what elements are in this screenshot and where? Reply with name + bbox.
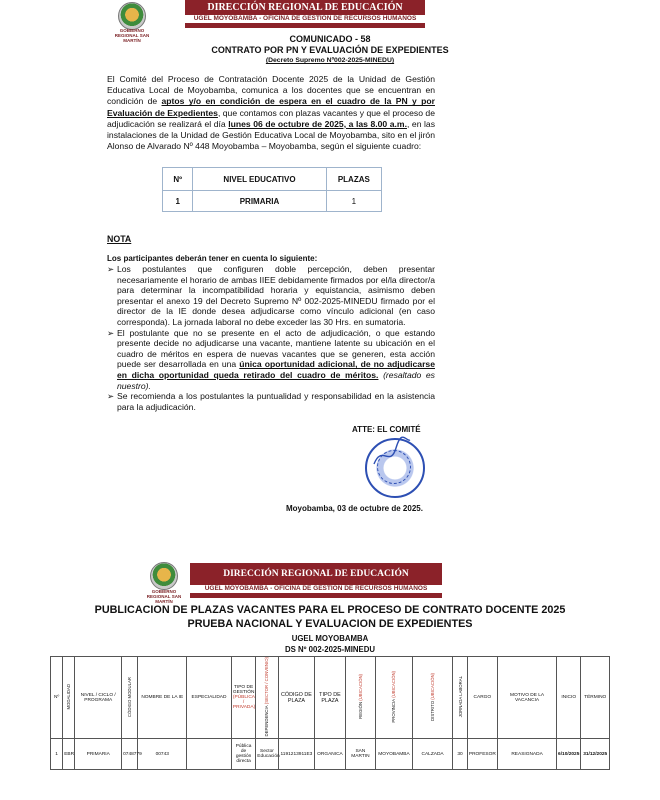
- logo-caption: GOBIERNO REGIONAL SAN MARTÍN: [146, 589, 182, 604]
- cell-especialidad: [187, 739, 232, 770]
- cell-region: SAN MARTIN: [345, 739, 375, 770]
- col-header-plazas: PLAZAS: [326, 168, 381, 191]
- cell-jornada: 30: [453, 739, 467, 770]
- publication-ugel: UGEL MOYOBAMBA: [291, 634, 369, 643]
- banner-strip: [185, 24, 425, 28]
- list-item: ➢ El postulante que no se presente en el acto de adjudicación, o que estando presente decide no adjudicarse una vacante, mantiene latente su ubicación en el cuadro de méritos en espera de nuevas vacantes que se generen, esta acción puede ser desarrollada en una única oportunidad adicional, de no adjudicarse en dicha oportunidad queda retirado del cuadro de méritos. (resaltado es nuestro).: [107, 327, 435, 391]
- cell-tipo-gestion: Pública de gestión directa: [231, 739, 255, 770]
- comunicado-number: COMUNICADO - 58: [289, 34, 371, 44]
- col-header-n: Nº: [51, 657, 63, 739]
- cell-nivel: PRIMARIA: [75, 739, 122, 770]
- nota-title: NOTA: [107, 234, 132, 244]
- cell-modalidad: EBR: [63, 739, 75, 770]
- col-header-nombre-ie: NOMBRE DE LA IE: [138, 657, 187, 739]
- col-header-jornada: JORNADA LABORAL: [453, 657, 467, 739]
- arrow-bullet-icon: ➢: [107, 327, 115, 338]
- signoff: ATTE: EL COMITÉ: [352, 425, 421, 434]
- publication-title-line1: PUBLICACION DE PLAZAS VACANTES PARA EL PROCESO DE CONTRATO DOCENTE 2025: [94, 604, 566, 616]
- cell-plazas: 1: [326, 191, 381, 212]
- banner-title: DIRECCIÓN REGIONAL DE EDUCACIÓN: [185, 0, 425, 15]
- logo-caption: GOBIERNO REGIONAL SAN MARTÍN: [114, 28, 150, 43]
- col-header-cargo: CARGO: [467, 657, 497, 739]
- cell-tipo-plaza: ORGANICA: [315, 739, 345, 770]
- cell-cargo: PROFESOR: [467, 739, 497, 770]
- col-header-nivel: NIVEL / CICLO / PROGRAMA: [75, 657, 122, 739]
- cell-inicio: 6/10/2025: [557, 739, 581, 770]
- regional-seal-logo: [150, 562, 178, 590]
- nota-intro: Los participantes deberán tener en cuenta lo siguiente:: [107, 254, 318, 263]
- col-header-cod-modular: CÓDIGO MODULAR: [122, 657, 138, 739]
- col-header-provincia: PROVINCIA (UBICACIÓN): [376, 657, 413, 739]
- col-header-motivo: MOTIVO DE LA VACANCIA: [498, 657, 557, 739]
- table-row: [163, 191, 382, 212]
- table-header-row: [51, 657, 610, 739]
- cell-dependencia: Sector Educación: [256, 739, 278, 770]
- arrow-bullet-icon: ➢: [107, 391, 115, 402]
- col-header-tipo-gestion: TIPO DE GESTIÓN (PÚBLICA / PRIVADA): [231, 657, 255, 739]
- cell-n: 1: [51, 739, 63, 770]
- col-header-especialidad: ESPECIALIDAD: [187, 657, 232, 739]
- table-header-row: [163, 168, 382, 191]
- cell-n: 1: [163, 191, 193, 212]
- cell-cod-modular: 0748779: [122, 739, 138, 770]
- col-header-nivel: NIVEL EDUCATIVO: [193, 168, 326, 191]
- col-header-dependencia: DEPENDENCIA (SECTOR / CONVENIO): [256, 657, 278, 739]
- col-header-inicio: INICIO: [557, 657, 581, 739]
- comunicado-paragraph: El Comité del Proceso de Contratación Docente 2025 de la Unidad de Gestión Educativa Local de Moyobamba, comunica a los docentes que se encuentran en condición de aptos y/o en condición de espera en el cuadro de la PN y por Evaluación de Expedientes, que contamos con plazas vacantes y que el proceso de adjudicación se realizará el día lunes 06 de octubre de 2025, a las 8.00 a.m., en las instalaciones de la Unidad de Gestión Educativa Local de Moyobamba, sito en el jirón Alonso de Alvarado Nº 448 Moyobamba – Moyobamba, según el siguiente cuadro:: [107, 74, 436, 152]
- banner-strip: [190, 594, 442, 598]
- banner-subtitle: UGEL MOYOBAMBA - OFICINA DE GESTIÓN DE RECURSOS HUMANOS: [190, 585, 442, 594]
- col-header-termino: TÉRMINO: [581, 657, 610, 739]
- banner-title: DIRECCIÓN REGIONAL DE EDUCACIÓN: [190, 563, 442, 585]
- table-row: [51, 739, 610, 770]
- cell-distrito: CALZADA: [412, 739, 453, 770]
- nota-list: [107, 264, 435, 412]
- arrow-bullet-icon: ➢: [107, 264, 115, 274]
- publication-ds: DS Nº 002-2025-MINEDU: [285, 645, 375, 654]
- cell-motivo: REASIGNADA: [498, 739, 557, 770]
- col-header-region: REGIÓN (UBICACIÓN): [345, 657, 375, 739]
- signature-icon: [372, 438, 412, 468]
- date-line: Moyobamba, 03 de octubre de 2025.: [286, 504, 423, 513]
- banner-subtitle: UGEL MOYOBAMBA - OFICINA DE GESTIÓN DE RECURSOS HUMANOS: [185, 15, 425, 24]
- cell-nivel: PRIMARIA: [193, 191, 326, 212]
- publication-title-line2: PRUEBA NACIONAL Y EVALUACION DE EXPEDIENTES: [187, 618, 473, 630]
- cell-termino: 31/12/2025: [581, 739, 610, 770]
- cell-provincia: MOYOBAMBA: [376, 739, 413, 770]
- cell-nombre-ie: 00743: [138, 739, 187, 770]
- cell-codigo-plaza: 1191213911E3: [278, 739, 315, 770]
- col-header-codigo-plaza: CÓDIGO DE PLAZA: [278, 657, 315, 739]
- col-header-modalidad: MODALIDAD: [63, 657, 75, 739]
- comunicado-decree: (Decreto Supremo Nº002-2025-MINEDU): [265, 57, 395, 64]
- col-header-n: Nº: [163, 168, 193, 191]
- comunicado-heading: CONTRATO POR PN Y EVALUACIÓN DE EXPEDIENTES: [211, 45, 449, 55]
- col-header-distrito: DISTRITO (UBICACIÓN): [412, 657, 453, 739]
- vacancies-summary-table: [162, 167, 382, 212]
- col-header-tipo-plaza: TIPO DE PLAZA: [315, 657, 345, 739]
- vacancies-detail-table: [50, 656, 610, 770]
- list-item: ➢ Los postulantes que configuren doble percepción, deben presentar necesariamente el horario de ambas IIEE debidamente firmados por el/la director/a para determinar la incompatibilidad horaria y equistancia, asimismo deben presentar el anexo 19 del Decreto Supremo Nº 002-2025-MINEDU firmado por el director de la IE donde desea adjudicarse como vínculo adicional (en caso corresponda). La jornada laboral no debe exceder las 30 Hrs. en sumatoria.: [107, 264, 435, 327]
- regional-seal-logo: [118, 2, 146, 30]
- list-item: ➢ Se recomienda a los postulantes la puntualidad y responsabilidad en la asistencia para la adjudicación.: [107, 391, 435, 412]
